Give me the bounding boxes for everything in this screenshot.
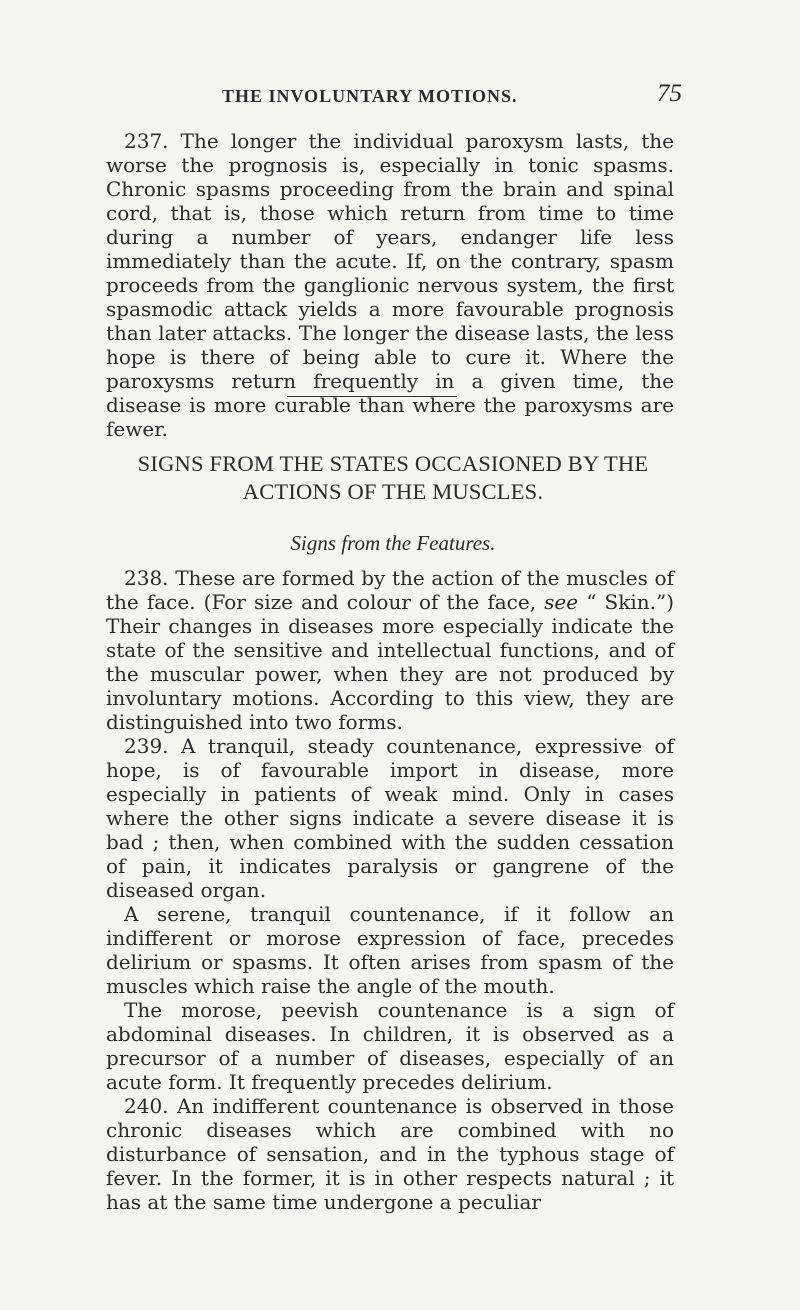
paragraph-238-see: see [544,590,579,614]
paragraph-238-part-2: “ Skin.”) Their changes in diseases more especially indicate the state of the sensitive and intellectual functions, and of the muscular power, when they are not produced by involuntary motions. According to this view, they are distinguished into two forms. [106,590,674,734]
running-title: THE INVOLUNTARY MOTIONS. [222,86,518,106]
paragraph-239: 239. A tranquil, steady countenance, expressive of hope, is of favourable import in disease, more especially in patients of weak mind. Only in cases where the other signs indicate a severe disease it is bad ; then, when combined with the sudden cessation of pain, it indicates paralysis or gangrene of the diseased organ. [106,734,674,902]
paragraph-morose: The morose, peevish countenance is a sign of abdominal diseases. In children, it is observed as a precursor of a number of diseases, especially of an acute form. It frequently precedes delirium. [106,998,674,1094]
section-heading-line-1: SIGNS FROM THE STATES OCCASIONED BY THE [137,451,649,476]
paragraph-serene: A serene, tranquil countenance, if it follow an indifferent or morose expression of face, precedes delirium or spasms. It often arises from spasm of the muscles which raise the angle of the mouth. [106,902,674,998]
paragraph-237: 237. The longer the individual paroxysm lasts, the worse the prognosis is, especially in tonic spasms. Chronic spasms proceeding from the brain and spinal cord, that is, those which return from time to time during a number of years, endanger life less immediately than the acute. If, on the contrary, spasm proceeds from the ganglionic nervous system, the first spasmodic attack yields a more favourable prognosis than later attacks. The longer the disease lasts, the less hope is there of being able to cure it. Where the paroxysms return frequently in a given time, the disease is more curable than where the paroxysms are fewer. [106,129,674,441]
paragraph-240: 240. An indifferent countenance is observed in those chronic diseases which are combined with no disturbance of sensation, and in the typhous stage of fever. In the former, it is in other respects natural ; it has at the same time undergone a peculiar [106,1094,674,1214]
section-subheading: Signs from the Features. [290,531,496,555]
section-heading [106,450,680,506]
paragraph-238 [106,566,674,734]
section-heading-line-2: ACTIONS OF THE MUSCLES. [242,479,544,504]
section-divider [287,396,457,397]
page-number: 75 [657,80,682,107]
body-text-block [106,566,674,1214]
running-head [222,80,682,110]
paragraph-238-part-1: 238. These are formed by the action of the muscles of the face. (For size and colour of the face, [106,566,674,614]
paragraph-237-block [106,129,674,441]
